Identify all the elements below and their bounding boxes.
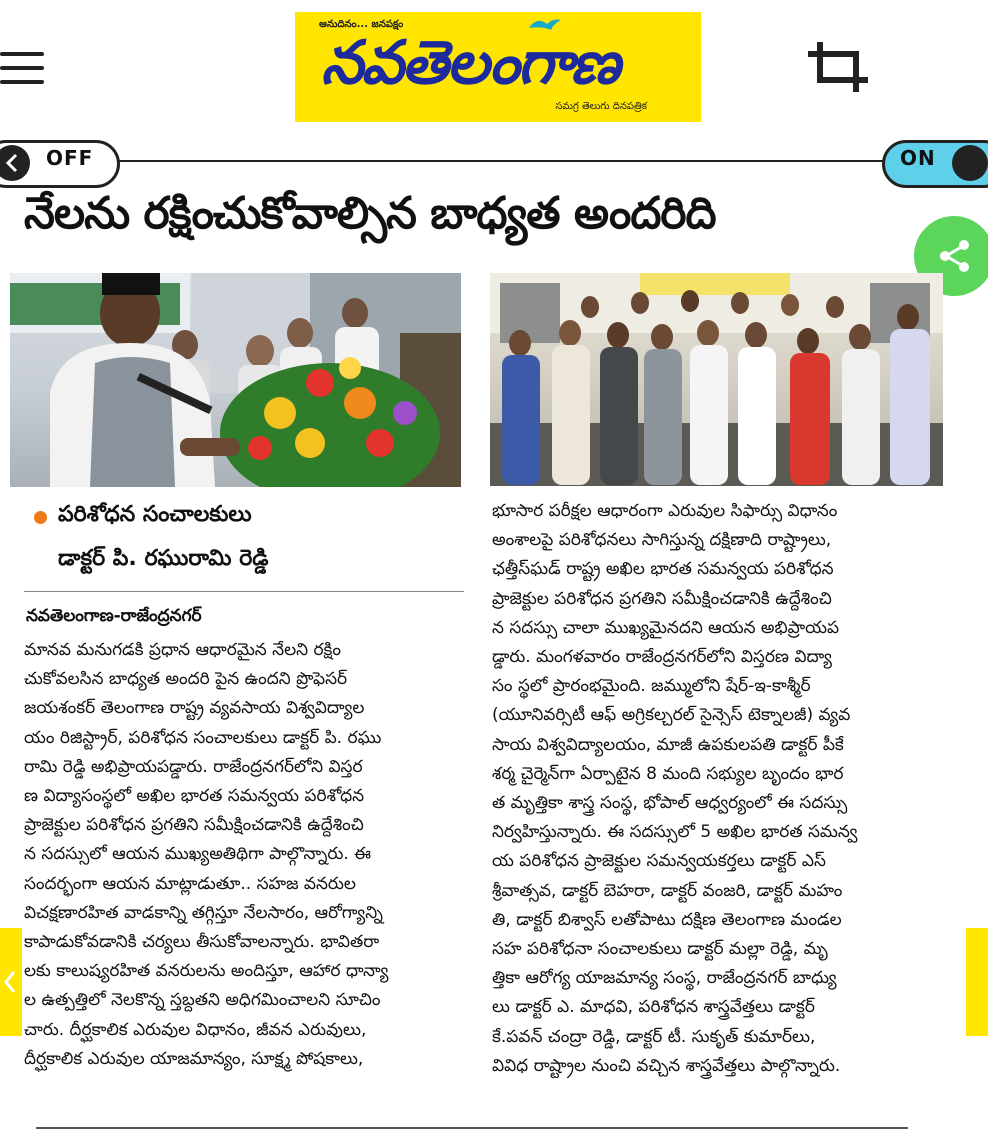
masthead-logo <box>295 12 701 122</box>
article-line: సహ పరిశోధనా సంచాలకులు డాక్టర్ మల్లా రెడ్డి, మృ <box>492 939 828 960</box>
caption-divider <box>24 591 464 592</box>
article-line: శ్రీవాత్సవ, డాక్టర్ బెహరా, డాక్టర్ వంజరి, డాక్టర్ మహం <box>492 880 843 901</box>
bottom-divider <box>36 1127 908 1129</box>
dateline: నవతెలంగాణ-రాజేంద్రనగర్ <box>26 606 202 626</box>
article-line: మానవ మనుగడకి ప్రధాన ఆధారమైన నేలని రక్షిం <box>24 640 342 660</box>
menu-icon[interactable] <box>0 52 44 86</box>
article-line: శర్మ చైర్మెన్‌గా ఏర్పాటైన 8 మంది సభ్యుల బృందం భార <box>492 763 844 784</box>
article-line: ప్రాజెక్టుల పరిశోధన ప్రగతిని సమీక్షించడానికి ఉద్దేశించి <box>24 815 364 836</box>
photo-speaker <box>10 273 461 487</box>
article-line: వివిధ రాష్ట్రాల నుంచి వచ్చిన శాస్త్రవేత్తలు పాల్గొన్నారు. <box>492 1055 841 1076</box>
article-column-right <box>492 497 930 1081</box>
article-line: లకు కాలుష్యరహిత వనరులను అందిస్తూ, ఆహార ధాన్యా <box>24 961 389 982</box>
article-line: ల ఉత్పత్తిలో నెలకొన్న స్తబ్దతని అధిగమించాలని సూచిం <box>24 990 381 1011</box>
article-line: కే.పవన్ చంద్రా రెడ్డి, డాక్టర్ టీ. సుకృత్ కుమార్‌లు, <box>492 1026 816 1047</box>
article-line: చుకోవలసిన బాధ్యత అందరి పైన ఉందని ప్రొఫెసర్ <box>24 669 348 690</box>
article-line: య పరిశోధన ప్రాజెక్టుల సమన్వయకర్తలు డాక్టర్ ఎస్ <box>492 851 826 872</box>
photo-group <box>490 273 943 486</box>
article-line: కాపాడుకోవడానికి చర్యలు తీసుకోవాలన్నారు. భావితరా <box>24 932 380 953</box>
article-line: విచక్షణారహిత వాడకాన్ని తగ్గిస్తూ నేలసారం, ఆరోగ్యాన్ని <box>24 902 383 923</box>
article-line: డ్డారు. మంగళవారం రాజేంద్రనగర్‌లోని విస్తరణ విద్యా <box>492 647 832 668</box>
article-line: న సదస్సులో ఆయన ముఖ్యఅతిథిగా పాల్గొన్నారు. ఈ <box>24 844 372 865</box>
article-line: త్తికా ఆరోగ్య యాజమాన్య సంస్థ, రాజేంద్రనగర్ బాధ్యు <box>492 968 837 989</box>
chevron-left-icon <box>2 968 18 996</box>
crop-icon[interactable] <box>806 40 870 94</box>
article-line: న సదస్సు చాలా ముఖ్యమైనదని ఆయన అభిప్రాయప <box>492 617 840 638</box>
article-line: నిర్వహిస్తున్నారు. ఈ సదస్సులో 5 అఖిల భారత సమన్వ <box>492 822 858 843</box>
article-line: త మృత్తికా శాస్త్ర సంస్థ, భోపాల్ ఆధ్వర్యంలో ఈ సదస్సు <box>492 793 848 814</box>
prev-page-tab[interactable] <box>0 928 22 1036</box>
article-line: చారు. దీర్ఘకాలిక ఎరువుల విధానం, జీవన ఎరువులు, <box>24 1019 367 1040</box>
headline: నేలను రక్షించుకోవాల్సిన బాధ్యత అందరిది <box>24 188 716 239</box>
article-line: ప్రాజెక్టుల పరిశోధన ప్రగతిని సమీక్షించడానికి ఉద్దేశించి <box>492 588 832 609</box>
article-column-left <box>24 636 464 1074</box>
next-page-tab[interactable] <box>966 928 988 1036</box>
article-line: యం రిజిస్ట్రార్, పరిశోధన సంచాలకులు డాక్టర్ పి. రఘు <box>24 727 382 748</box>
article-line: సాయ విశ్వవిద్యాలయం, మాజీ ఉపకులపతి డాక్టర్ పీకే <box>492 734 844 755</box>
caption-bullet <box>34 511 47 524</box>
article-line: (యూనివర్సిటీ ఆఫ్ అగ్రికల్చరల్ సైన్సెస్ టెక్నాలజీ) వ్యవ <box>492 705 851 726</box>
article-line: ఛత్తీస్‌ఘడ్ రాష్ట్ర అఖిల భారత సమన్వయ పరిశోధన <box>492 559 834 580</box>
divider-line <box>110 160 885 162</box>
article-line: దీర్ఘకాలిక ఎరువుల యాజమాన్యం, సూక్ష్మ పోషకాలు, <box>24 1048 364 1069</box>
article-line: భూసార పరీక్షల ఆధారంగా ఎరువుల సిఫార్సు విధానం <box>492 501 838 521</box>
masthead-subtitle: సమగ్ర తెలుగు దినపత్రిక <box>555 101 647 112</box>
photo-caption-title: పరిశోధన సంచాలకులు <box>58 502 252 527</box>
article-line: తి, డాక్టర్ బిశ్వాస్ లతోపాటు దక్షిణ తెలంగాణ మండల <box>492 909 842 930</box>
off-label: OFF <box>46 146 94 170</box>
article-line: లు డాక్టర్ ఎ. మాధవి, పరిశోధన శాస్త్రవేత్తలు డాక్టర్ <box>492 997 815 1018</box>
article-line: జయశంకర్ తెలంగాణ రాష్ట్ర వ్యవసాయ విశ్వవిద్యాల <box>24 698 365 719</box>
photo-caption-name: డాక్టర్ పి. రఘురామి రెడ్డి <box>58 546 269 571</box>
on-toggle-knob <box>952 145 988 181</box>
article-line: సం స్థలో ప్రారంభమైంది. జమ్ములోని షేర్-ఇ-కాశ్మీర్ <box>492 676 811 697</box>
article-line: రామి రెడ్డి అభిప్రాయపడ్డారు. రాజేంద్రనగర్‌లోని విస్తర <box>24 756 363 777</box>
on-label: ON <box>900 146 936 170</box>
article-line: సందర్భంగా ఆయన మాట్లాడుతూ.. సహజ వనరుల <box>24 873 356 894</box>
article-line: ణ విద్యాసంస్థలో అఖిల భారత సమన్వయ పరిశోధన <box>24 786 365 807</box>
masthead-tagline: అనుదినం... జనపక్షం <box>319 19 404 30</box>
masthead-title: నవతెలంగాణ <box>321 28 619 98</box>
share-icon <box>936 238 972 274</box>
chevron-left-icon <box>4 153 20 173</box>
article-line: అంశాలపై పరిశోధనలు సాగిస్తున్న దక్షిణాది రాష్ట్రాలు, <box>492 530 832 551</box>
